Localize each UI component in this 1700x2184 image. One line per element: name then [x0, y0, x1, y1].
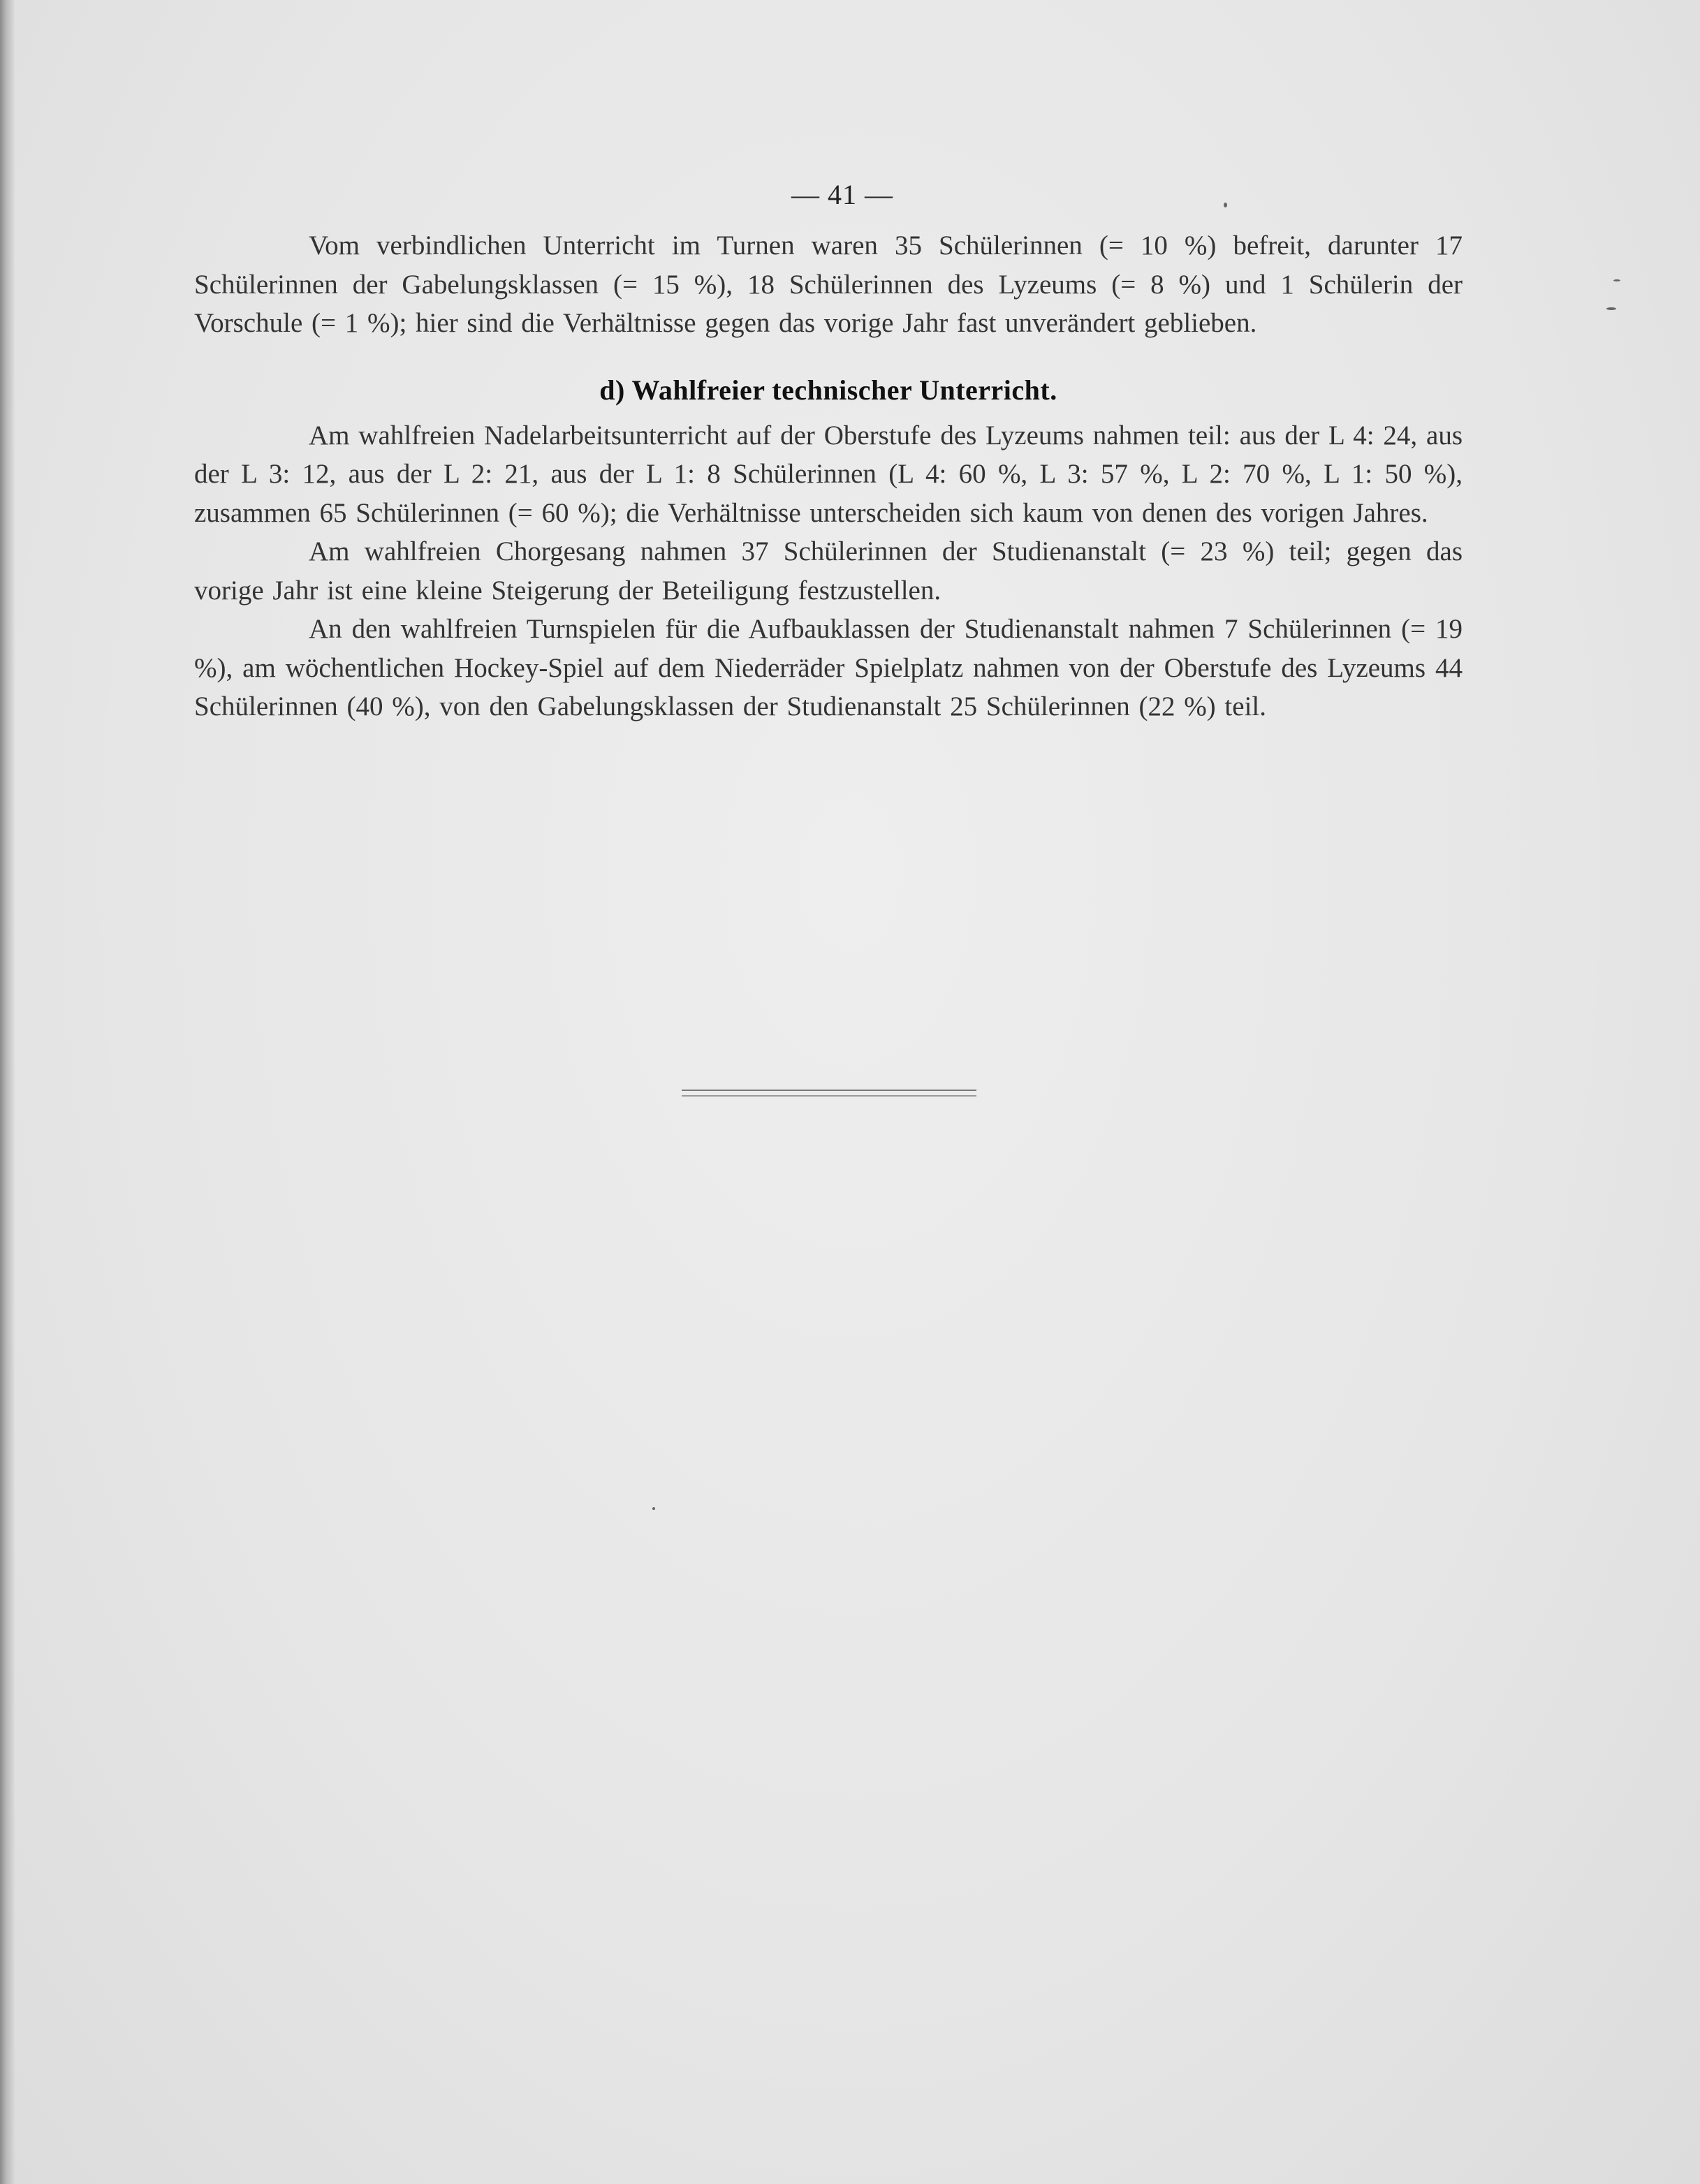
paragraph-chorgesang: Am wahlfreien Chorgesang nahmen 37 Schülerinnen der Studienanstalt (= 23 %) teil; gegen das vorige Jahr ist eine kleine Steigerung der Beteiligung festzustellen.: [194, 536, 1463, 606]
scan-speck: [652, 1507, 655, 1510]
paragraph-nadelarbeit: Am wahlfreien Nadelarbeitsunterricht auf der Oberstufe des Lyzeums nahmen teil: aus der L 4: 24, aus der L 3: 12, aus der L 2: 21, aus der L 1: 8 Schülerinnen (L 4: 60 %, L 3: 57 %, L 2: 70 %, L 1: 50 %), zusammen 65 Schülerinnen (= 60 %); die Verhältnisse unterscheiden sich kaum von denen des vorigen Jahres.: [194, 420, 1463, 528]
scan-edge-shadow: [0, 0, 15, 2184]
scan-speck: [1613, 279, 1620, 281]
paragraph-turnspiele: An den wahlfreien Turnspielen für die Aufbauklassen der Studienanstalt nahmen 7 Schülerinnen (= 19 %), am wöchentlichen Hockey-Spiel auf dem Niederräder Spielplatz nahmen von der Oberstufe des Lyzeums 44 Schülerinnen (40 %), von den Gabelungsklassen der Studienanstalt 25 Schülerinnen (22 %) teil.: [194, 614, 1463, 721]
section-heading: d) Wahlfreier technischer Unterricht.: [599, 374, 1057, 406]
scan-speck: [1606, 307, 1616, 310]
paragraph-turnen: Vom verbindlichen Unterricht im Turnen waren 35 Schülerinnen (= 10 %) befreit, darunter 17 Schülerinnen der Gabelungsklassen (= 15 %), 18 Schülerinnen des Lyzeums (= 8 %) und 1 Schülerin der Vorschule (= 1 %); hier sind die Verhältnisse gegen das vorige Jahr fast unverändert geblieben.: [194, 230, 1463, 338]
scan-speck: [1224, 203, 1227, 207]
page-number: — 41 —: [791, 179, 893, 210]
document-page: [194, 178, 1463, 726]
end-rule: [682, 1090, 976, 1097]
